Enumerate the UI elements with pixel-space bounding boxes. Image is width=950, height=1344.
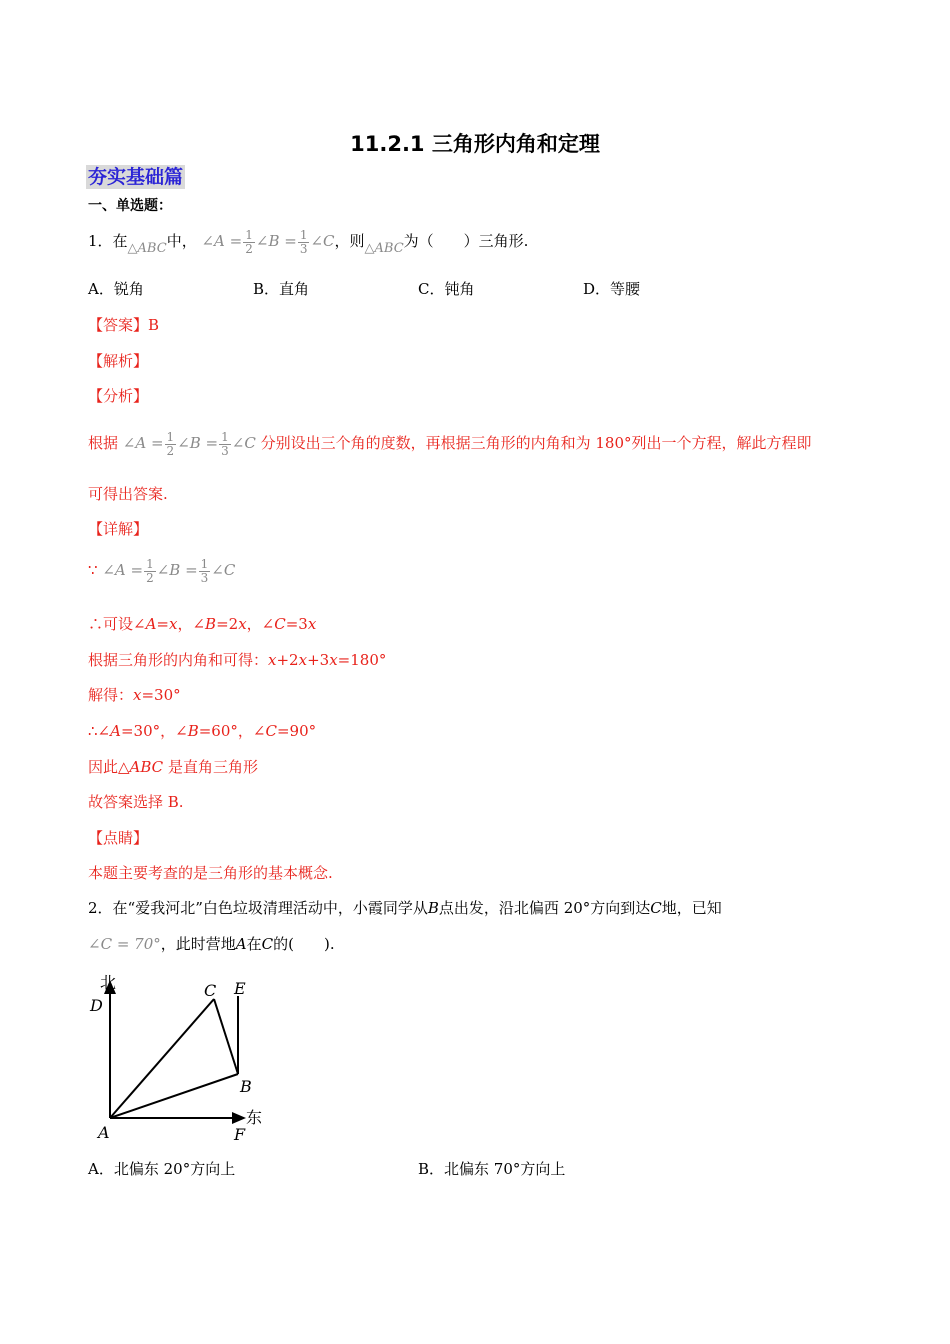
q1-option-a: A．锐角 <box>88 280 144 298</box>
q1-step-2: 根据三角形的内角和可得：x+2x+3x=180° <box>88 651 387 669</box>
q1-dianjing-tag: 【点睛】 <box>88 829 149 847</box>
q1-step-6: 故答案选择 B. <box>88 793 184 811</box>
q2-option-b: B．北偏东 70°方向上 <box>418 1160 566 1178</box>
label-B: B <box>240 1077 252 1096</box>
label-E: E <box>234 979 246 998</box>
q1-triangle: △ABC <box>127 241 167 256</box>
label-A: A <box>98 1123 110 1142</box>
page-title: 11.2.1 三角形内角和定理 <box>350 132 600 156</box>
q1-option-c: C．钝角 <box>418 280 475 298</box>
label-D: D <box>90 996 103 1015</box>
q1-triangle-2: △ABC <box>364 241 404 256</box>
fraction-third: $\frac{1}{3}$ <box>299 227 308 256</box>
q1-step-3: 解得：x=30° <box>88 686 181 704</box>
q1-options <box>88 279 888 299</box>
q1-dianjing-text: 本题主要考查的是三角形的基本概念. <box>88 864 333 882</box>
q1-option-b: B．直角 <box>253 280 310 298</box>
q1-answer: 【答案】B <box>88 316 160 334</box>
question-2-line-2: ∠C = 70°，此时营地A在C的( ). <box>88 935 335 953</box>
q1-number: 1．在 <box>88 232 128 250</box>
east-arrow-icon <box>232 1112 246 1124</box>
q1-step-4: ∴∠A=30°，∠B=60°，∠C=90° <box>88 722 317 740</box>
q1-step-5: 因此△ABC 是直角三角形 <box>88 758 258 776</box>
q1-fenxi-tag: 【分析】 <box>88 387 149 405</box>
q2-option-a: A．北偏东 20°方向上 <box>88 1160 236 1178</box>
q1-option-d: D．等腰 <box>583 280 641 298</box>
subsection-heading: 一、单选题： <box>88 198 172 214</box>
line-CB <box>214 999 238 1074</box>
section-heading: 夯实基础篇 <box>88 166 184 188</box>
fraction-half: $\frac{1}{2}$ <box>245 227 253 256</box>
q1-because: ∵ ∠A = $\frac{1}{2}$ ∠B = $\frac{1}{3}$ ∠C <box>88 556 236 585</box>
q1-analysis-tag: 【解析】 <box>88 352 149 370</box>
question-1: 1．在△ABC中， ∠A = $\frac{1}{2}$ ∠B = $\frac{1}{3}$ ∠C，则△ABC为（ ）三角形. <box>88 227 529 256</box>
label-F: F <box>234 1125 246 1144</box>
question-2-line-1: 2．在“爱我河北”白色垃圾清理活动中，小霞同学从B点出发，沿北偏西 20°方向到达C地，已知 <box>88 899 722 917</box>
label-east: 东 <box>246 1108 263 1127</box>
q1-fenxi-text: 根据 ∠A = $\frac{1}{2}$ ∠B = $\frac{1}{3}$ ∠C 分别设出三个角的度数，再根据三角形的内角和为 180°列出一个方程，解此方程即 <box>88 429 812 458</box>
label-C: C <box>204 981 217 1000</box>
direction-figure <box>86 968 276 1148</box>
q2-options <box>88 1159 888 1179</box>
label-north: 北 <box>100 973 117 992</box>
q1-fenxi-line2: 可得出答案. <box>88 485 168 503</box>
q1-detail-tag: 【详解】 <box>88 520 149 538</box>
q1-step-1: ∴可设∠A=x，∠B=2x，∠C=3x <box>88 615 317 633</box>
